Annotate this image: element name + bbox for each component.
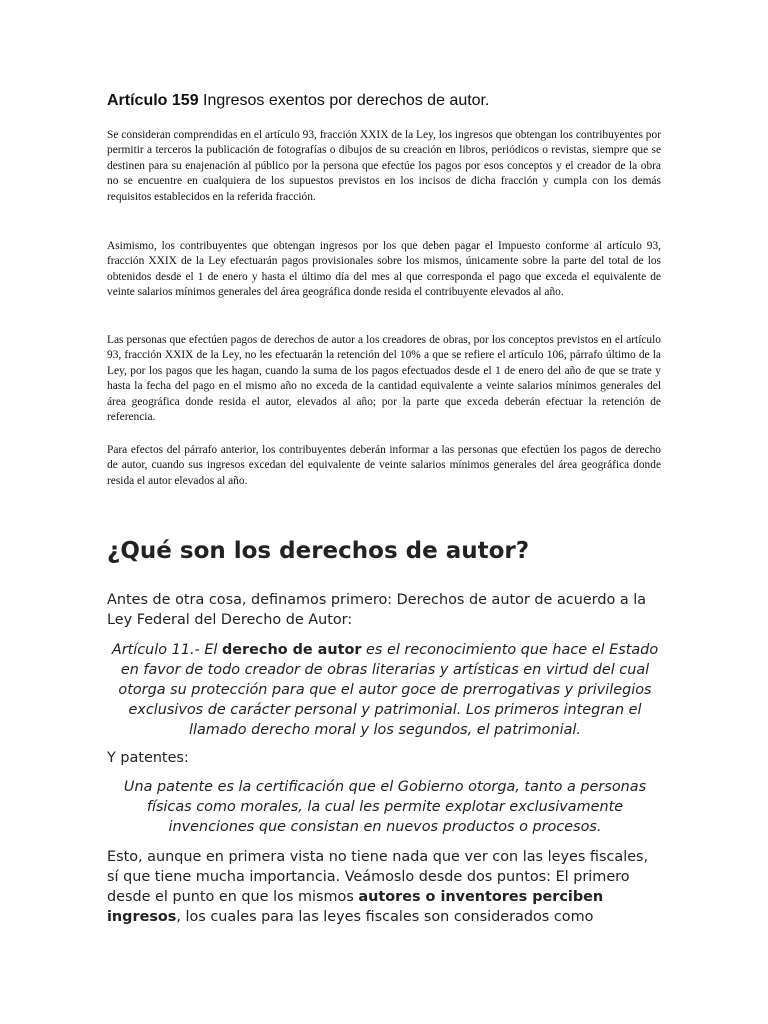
final-paragraph [107,847,663,927]
final-part-1: Esto, aunque en primera vista no tiene nada que ver con las leyes fiscales, sí que tiene mucha importancia. Veámoslo desde dos puntos: El primero desde el punto en que los mismos [107,849,649,905]
quote-article-11 [107,640,663,740]
quote-patente: Una patente es la certificación que el Gobierno otorga, tanto a personas físicas como morales, la cual les permite explotar exclusivamente invenciones que consistan en nuevos productos o procesos. [123,779,647,835]
article-paragraph-3: Las personas que efectúen pagos de derechos de autor a los creadores de obras, por los conceptos previstos en el artículo 93, fracción XXIX de la Ley, no les efectuarán la retención del 10% a que se refiere el artículo 106, párrafo último de la Ley, por los pagos que les hagan, cuando la suma de los pagos efectuados desde el 1 de enero del año de que se trate y hasta la fecha del pago en el mismo año no exceda de la cantidad equivalente a veinte salarios mínimos generales del área geográfica donde resida el autor, elevados al año; por la parte que exceda deberán efectuar la retención de referencia. [107,334,661,424]
article-paragraph-4: Para efectos del párrafo anterior, los contribuyentes deberán informar a las personas que efectúen los pagos de derecho de autor, cuando sus ingresos excedan del equivalente de veinte salarios mínimos generales del área geográfica donde resida el autor elevados al año. [107,444,661,487]
quote-1-bold: derecho de autor [222,642,362,658]
section-heading: ¿Qué son los derechos de autor? [107,538,530,564]
section-intro: Antes de otra cosa, definamos primero: Derechos de autor de acuerdo a la Ley Federal del Derecho de Autor: [107,592,647,628]
article-title [107,92,667,110]
final-bold: autores o inventores perciben ingresos [107,889,604,925]
quote-1-prefix: Artículo 11.- El [111,642,222,658]
article-paragraph-2: Asimismo, los contribuyentes que obtengan ingresos por los que deben pagar el Impuesto conforme al artículo 93, fracción XXIX de la Ley efectuarán pagos provisionales sobre los mismos, únicamente sobre la parte del total de los obtenidos desde el 1 de enero y hasta el último día del mes al que corresponda el pago que exceda el equivalente de veinte salarios mínimos generales del área geográfica donde resida el contribuyente elevados al año. [107,240,661,299]
article-number: Artículo 159 [107,92,199,109]
article-paragraph-1: Se consideran comprendidas en el artículo 93, fracción XXIX de la Ley, los ingresos que obtengan los contribuyentes por permitir a terceros la publicación de fotografías o dibujos de su creación en libros, periódicos o revistas, siempre que se destinen para su enajenación al público por la persona que efectúe los pagos por esos conceptos y el creador de la obra no se encuentre en cualquiera de los supuestos previstos en los incisos de dicha fracción y cumpla con los demás requisitos establecidos en la referida fracción. [107,129,661,203]
final-part-2: , los cuales para las leyes fiscales son considerados como [176,909,594,925]
patentes-label: Y patentes: [107,750,189,766]
article-title-text: Ingresos exentos por derechos de autor. [198,92,490,109]
quote-1-suffix: es el reconocimiento que hace el Estado en favor de todo creador de obras literarias y artísticas en virtud del cual otorga su protección para que el autor goce de prerrogativas y privilegios exclusivos de carácter personal y patrimonial. Los primeros integran el llamado derecho moral y los segundos, el patrimonial. [118,642,659,738]
